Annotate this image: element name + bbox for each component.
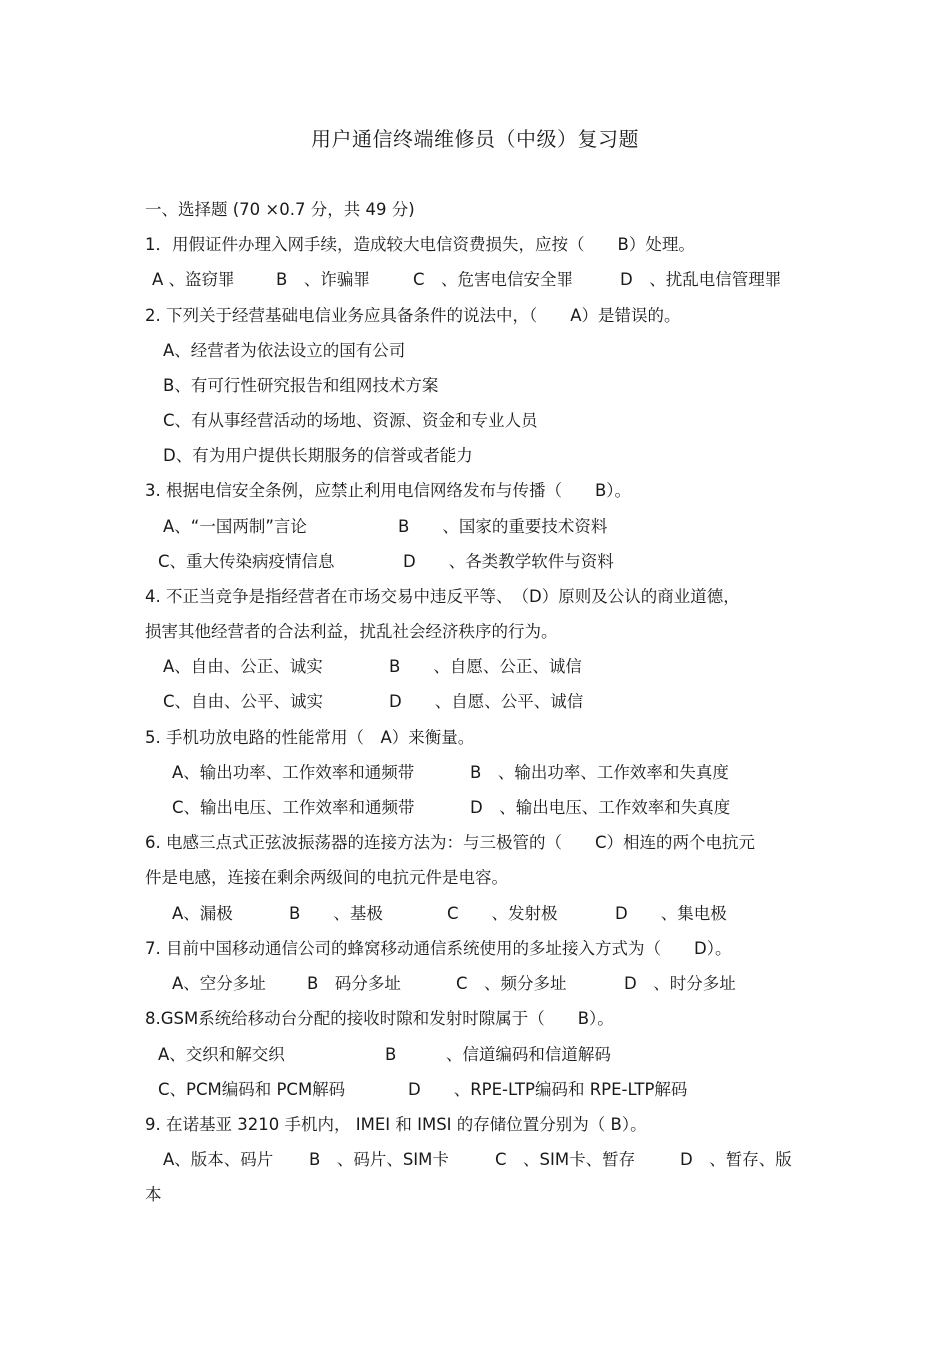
question-4-option-d: D 、自愿、公平、诚信 bbox=[389, 692, 584, 711]
question-7-option-c: C 、频分多址 bbox=[456, 974, 567, 993]
question-9-option-d: D 、暂存、版 bbox=[680, 1150, 792, 1169]
question-1-option-a: A 、盗窃罪 bbox=[152, 270, 235, 289]
question-2-option-a: A、经营者为依法设立的国有公司 bbox=[163, 341, 406, 360]
question-4-option-c: C、自由、公平、诚实 bbox=[163, 692, 324, 711]
question-3-option-c: C、重大传染病疫情信息 bbox=[158, 552, 335, 571]
section-heading: 一、选择题 (70 ×0.7 分，共 49 分) bbox=[145, 200, 415, 219]
question-3-option-a: A、“一国两制”言论 bbox=[163, 517, 307, 536]
question-8-option-b: B 、信道编码和信道解码 bbox=[385, 1045, 611, 1064]
question-5-option-d: D 、输出电压、工作效率和失真度 bbox=[470, 798, 731, 817]
question-5-option-c: C、输出电压、工作效率和通频带 bbox=[172, 798, 415, 817]
question-4-stem: 4. 不正当竞争是指经营者在市场交易中违反平等、 （D）原则及公认的商业道德， bbox=[145, 587, 740, 606]
question-4-option-a: A、自由、公正、诚实 bbox=[163, 657, 323, 676]
question-6-option-b: B 、基极 bbox=[289, 904, 383, 923]
question-2-option-c: C、有从事经营活动的场地、资源、资金和专业人员 bbox=[163, 411, 538, 430]
question-8-option-a: A、交织和解交织 bbox=[158, 1045, 285, 1064]
question-6-stem: 6. 电感三点式正弦波振荡器的连接方法为：与三极管的（ C）相连的两个电抗元 bbox=[145, 833, 756, 852]
question-7-stem: 7. 目前中国移动通信公司的蜂窝移动通信系统使用的多址接入方式为（ D）。 bbox=[145, 939, 732, 958]
question-6-option-c: C 、发射极 bbox=[447, 904, 558, 923]
question-9-option-c: C 、SIM卡、暂存 bbox=[495, 1150, 636, 1169]
question-1-stem: 1．用假证件办理入网手续，造成较大电信资费损失，应按（ B）处理。 bbox=[145, 235, 695, 254]
question-5-option-a: A、输出功率、工作效率和通频带 bbox=[172, 763, 415, 782]
question-9-option-d-continued: 本 bbox=[145, 1185, 162, 1204]
question-1-option-d: D 、扰乱电信管理罪 bbox=[620, 270, 782, 289]
question-7-option-b: B 码分多址 bbox=[307, 974, 401, 993]
question-4-option-b: B 、自愿、公正、诚信 bbox=[389, 657, 582, 676]
question-9-option-a: A、版本、码片 bbox=[163, 1150, 274, 1169]
question-4-stem-continued: 损害其他经营者的合法利益，扰乱社会经济秩序的行为。 bbox=[145, 622, 558, 641]
question-2-stem: 2. 下列关于经营基础电信业务应具备条件的说法中，（ A）是错误的。 bbox=[145, 306, 681, 325]
question-7-option-d: D 、时分多址 bbox=[624, 974, 736, 993]
question-1-option-b: B 、诈骗罪 bbox=[276, 270, 370, 289]
question-6-stem-continued: 件是电感，连接在剩余两级间的电抗元件是电容。 bbox=[145, 868, 508, 887]
question-5-option-b: B 、输出功率、工作效率和失真度 bbox=[470, 763, 729, 782]
question-6-option-d: D 、集电极 bbox=[615, 904, 727, 923]
question-5-stem: 5. 手机功放电路的性能常用（ A）来衡量。 bbox=[145, 728, 475, 747]
question-8-stem: 8.GSM系统给移动台分配的接收时隙和发射时隙属于（ B）。 bbox=[145, 1009, 614, 1028]
question-9-option-b: B 、码片、SIM卡 bbox=[309, 1150, 449, 1169]
question-9-stem: 9. 在诺基亚 3210 手机内， IMEI 和 IMSI 的存储位置分别为（ B）。 bbox=[145, 1115, 647, 1134]
question-3-stem: 3. 根据电信安全条例，应禁止利用电信网络发布与传播（ B）。 bbox=[145, 481, 632, 500]
question-8-option-c: C、PCM编码和 PCM解码 bbox=[158, 1080, 346, 1099]
question-8-option-d: D 、RPE-LTP编码和 RPE-LTP解码 bbox=[408, 1080, 688, 1099]
document-title: 用户通信终端维修员（中级）复习题 bbox=[311, 127, 639, 151]
question-1-option-c: C 、危害电信安全罪 bbox=[413, 270, 574, 289]
question-7-option-a: A、空分多址 bbox=[172, 974, 266, 993]
question-3-option-b: B 、国家的重要技术资料 bbox=[398, 517, 608, 536]
question-2-option-b: B、有可行性研究报告和组网技术方案 bbox=[163, 376, 439, 395]
question-6-option-a: A、漏极 bbox=[172, 904, 233, 923]
question-3-option-d: D 、各类教学软件与资料 bbox=[403, 552, 614, 571]
question-2-option-d: D、有为用户提供长期服务的信誉或者能力 bbox=[163, 446, 473, 465]
